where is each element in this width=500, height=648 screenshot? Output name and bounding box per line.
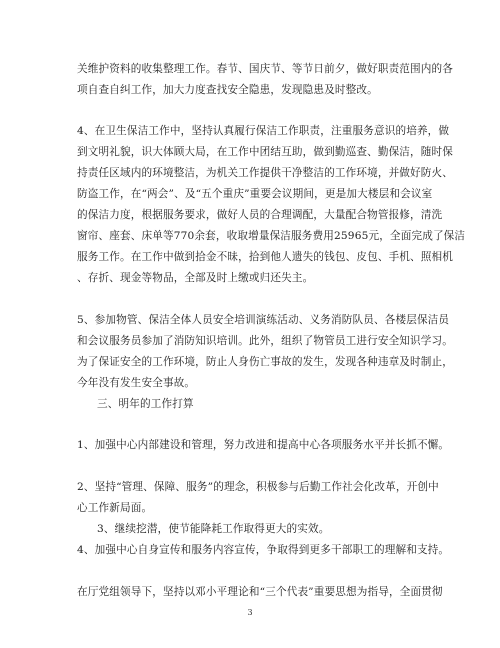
paragraph-line: 3、继续挖潜，使节能降耗工作取得更大的实效。 <box>97 523 330 535</box>
paragraph-line: 1、加强中心内部建设和管理，努力改进和提高中心各项服务水平并长抓不懈。 <box>77 439 450 451</box>
page-number: 3 <box>247 608 253 617</box>
paragraph-line: 的保洁力度，根据服务要求，做好人员的合理调配，大量配合物管报修，清洗 <box>77 209 443 221</box>
paragraph-line: 关维护资料的收集整理工作。春节、国庆节、等节日前夕，做好职责范围内的各 <box>77 63 454 75</box>
paragraph-line: 在厅党组领导下，坚持以邓小平理论和“三个代表”重要思想为指导，全面贯彻 <box>77 586 443 598</box>
paragraph-line: 窗帘、座套、床单等770余套，收取增量保洁服务费用25965元，全面完成了保洁 <box>77 230 466 242</box>
section-heading: 三、明年的工作打算 <box>97 398 194 410</box>
paragraph-line: 5、参加物管、保洁全体人员安全培训演练活动、义务消防队员、各楼层保洁员 <box>77 314 450 326</box>
paragraph-line: 心工作新局面。 <box>77 502 153 514</box>
paragraph-line: 4、加强中心自身宣传和服务内容宣传，争取得到更多干部职工的理解和支持。 <box>77 544 450 556</box>
paragraph-line: 和会议服务员参加了消防知识培训。此外，组织了物管员工进行安全知识学习。 <box>77 335 454 347</box>
paragraph-line: 项自查自纠工作，加大力度查找安全隐患，发现隐患及时整改。 <box>77 84 378 96</box>
paragraph-line: 到文明礼貌，识大体顾大局，在工作中团结互助，做到勤巡查、勤保洁，随时保 <box>77 146 454 158</box>
paragraph-line: 为了保证安全的工作环境，防止人身伤亡事故的发生，发现各种违章及时制止， <box>77 356 454 368</box>
paragraph-line: 、存折、现金等物品，全部及时上缴或归还失主。 <box>77 272 314 284</box>
paragraph-line: 服务工作。在工作中做到拾金不昧，拾到他人遗失的钱包、皮包、手机、照相机 <box>77 251 454 263</box>
paragraph-line: 持责任区域内的环境整洁，为机关工作提供干净整洁的工作环境，并做好防火、 <box>77 167 454 179</box>
paragraph-line: 2、坚持“管理、保障、服务”的理念，积极参与后勤工作社会化改革，开创中 <box>77 481 439 493</box>
paragraph-line: 防盗工作，在“两会”、及“五个重庆”重要会议期间，更是加大楼层和会议室 <box>77 188 433 200</box>
paragraph-line: 今年没有发生安全事故。 <box>77 377 196 389</box>
paragraph-line: 4、在卫生保洁工作中，坚持认真履行保洁工作职责，注重服务意识的培养，做 <box>77 125 450 137</box>
